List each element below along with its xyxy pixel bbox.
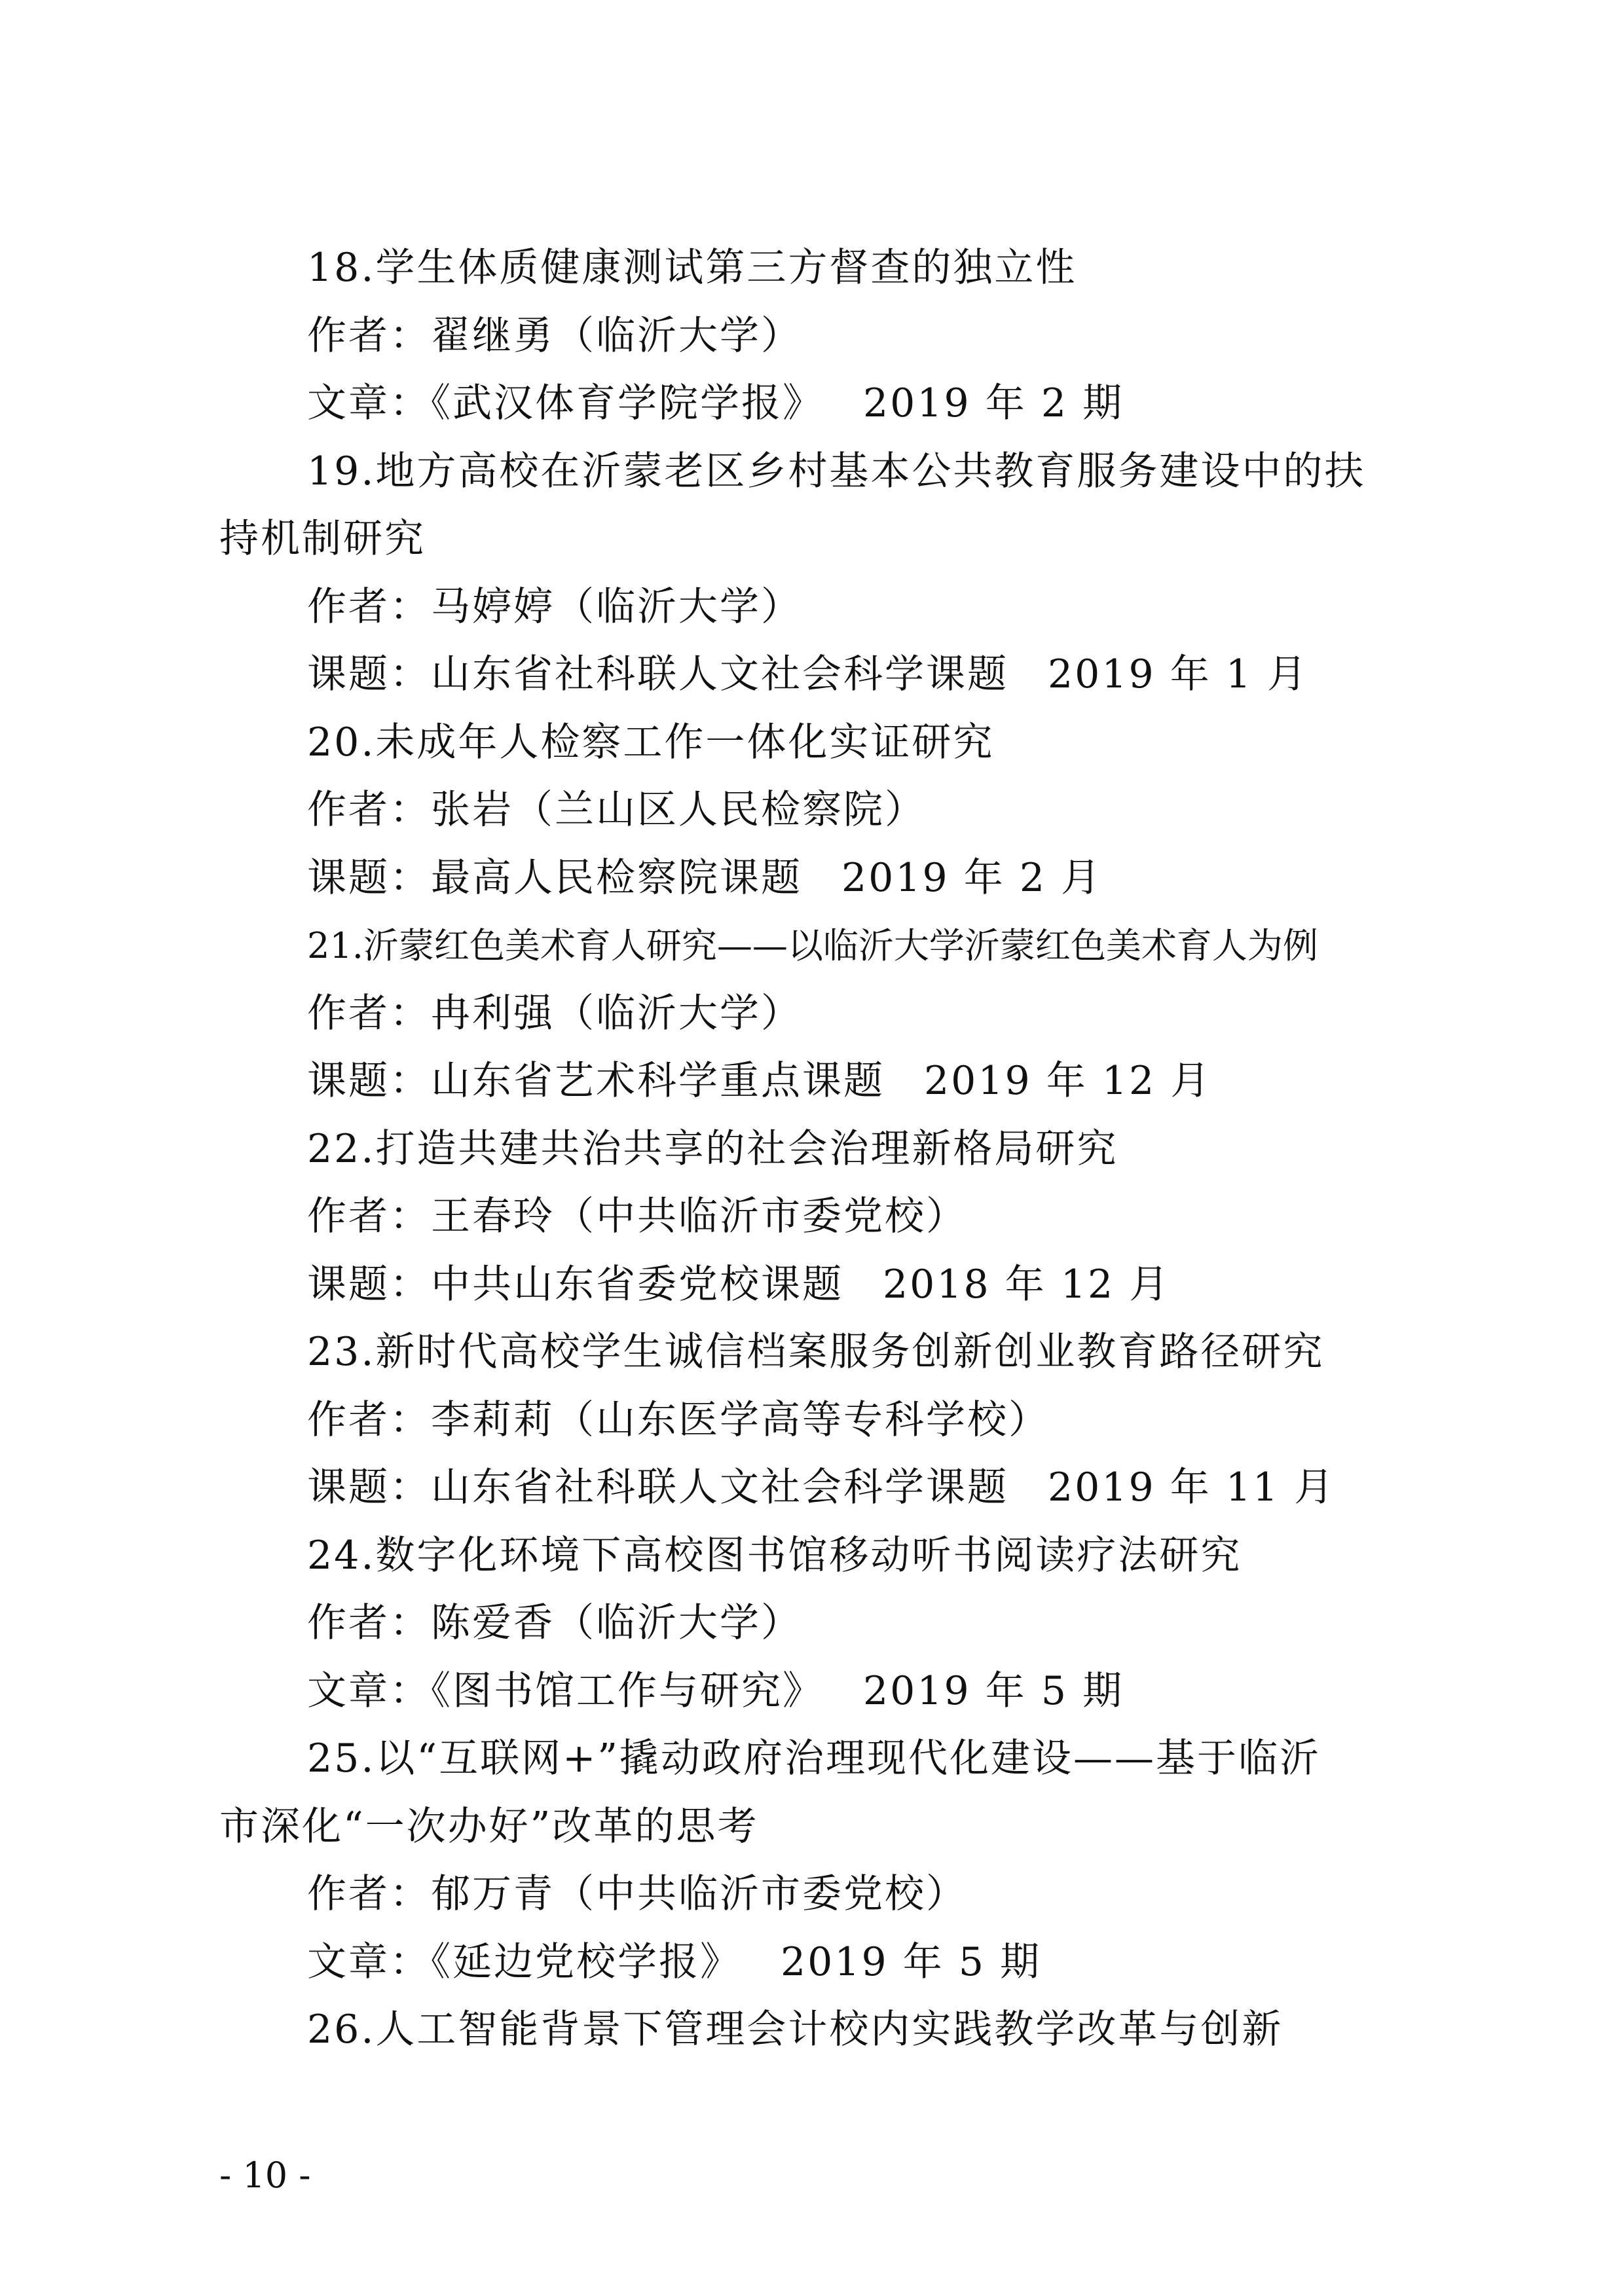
entry-title: 22.打造共建共治共享的社会治理新格局研究 xyxy=(307,1125,1118,1172)
entry-date: 2019 年 5 期 xyxy=(781,1939,1042,1985)
entry-title: 19.地方高校在沂蒙老区乡村基本公共教育服务建设中的扶 xyxy=(307,448,1366,494)
entry-author: 作者：李莉莉（山东医学高等专科学校） xyxy=(307,1396,1050,1443)
entry-date: 2019 年 12 月 xyxy=(924,1058,1212,1104)
entry-source xyxy=(219,1454,1424,1522)
entry-source-text: 课题：山东省艺术科学重点课题 xyxy=(307,1058,885,1104)
entry-title: 24.数字化环境下高校图书馆移动听书阅读疗法研究 xyxy=(307,1532,1242,1578)
entry-source xyxy=(219,1929,1424,1997)
entry-title: 21.沂蒙红色美术育人研究——以临沂大学沂蒙红色美术育人为例 xyxy=(307,925,1318,966)
entry-source xyxy=(219,641,1424,709)
entry-author: 作者：马婷婷（临沂大学） xyxy=(307,583,802,630)
entry-date: 2019 年 11 月 xyxy=(1048,1465,1336,1510)
entry-source-text: 课题：最高人民检察院课题 xyxy=(307,854,802,901)
entry-source xyxy=(219,845,1424,913)
entry-source xyxy=(219,1658,1424,1726)
entry-title: 25.以“互联网+”撬动政府治理现代化建设——基于临沂 xyxy=(307,1736,1321,1781)
entry-source xyxy=(219,370,1424,438)
entry-author: 作者：冉利强（临沂大学） xyxy=(307,990,802,1036)
entry-date: 2019 年 2 期 xyxy=(863,380,1124,426)
entry-source-text: 课题：山东省社科联人文社会科学课题 xyxy=(307,1465,1008,1510)
entry-source-text: 课题：中共山东省委党校课题 xyxy=(307,1261,843,1307)
entry-source-text: 文章：《延边党校学报》 xyxy=(307,1939,741,1985)
entry-author: 作者：张岩（兰山区人民检察院） xyxy=(307,787,926,833)
entry-source xyxy=(219,1048,1424,1116)
entry-title-continued: 市深化“一次办好”改革的思考 xyxy=(219,1803,759,1850)
entry-author: 作者：王春玲（中共临沂市委党校） xyxy=(307,1194,967,1239)
entry-date: 2019 年 1 月 xyxy=(1048,651,1309,697)
entry-date: 2018 年 12 月 xyxy=(883,1261,1171,1307)
entry-date: 2019 年 5 期 xyxy=(863,1667,1124,1714)
entry-title: 20.未成年人检察工作一体化实证研究 xyxy=(307,719,995,765)
entry-source-text: 文章：《武汉体育学院学报》 xyxy=(307,380,824,426)
entry-title: 23.新时代高校学生诚信档案服务创新创业教育路径研究 xyxy=(307,1329,1325,1375)
entry-title: 26.人工智能背景下管理会计校内实践教学改革与创新 xyxy=(307,2007,1283,2052)
entry-source-text: 课题：山东省社科联人文社会科学课题 xyxy=(307,651,1008,697)
entry-source-text: 文章：《图书馆工作与研究》 xyxy=(307,1667,824,1714)
entry-author: 作者：翟继勇（临沂大学） xyxy=(307,312,802,359)
entry-author: 作者：郁万青（中共临沂市委党校） xyxy=(307,1871,967,1917)
page-number: - 10 - xyxy=(219,2155,311,2196)
entry-title-continued: 持机制研究 xyxy=(219,516,426,562)
entry-title: 18.学生体质健康测试第三方督查的独立性 xyxy=(307,245,1077,291)
document-body xyxy=(219,234,1424,2064)
entry-author: 作者：陈爱香（临沂大学） xyxy=(307,1600,802,1646)
entry-date: 2019 年 2 月 xyxy=(841,854,1103,901)
entry-source xyxy=(219,1251,1424,1319)
